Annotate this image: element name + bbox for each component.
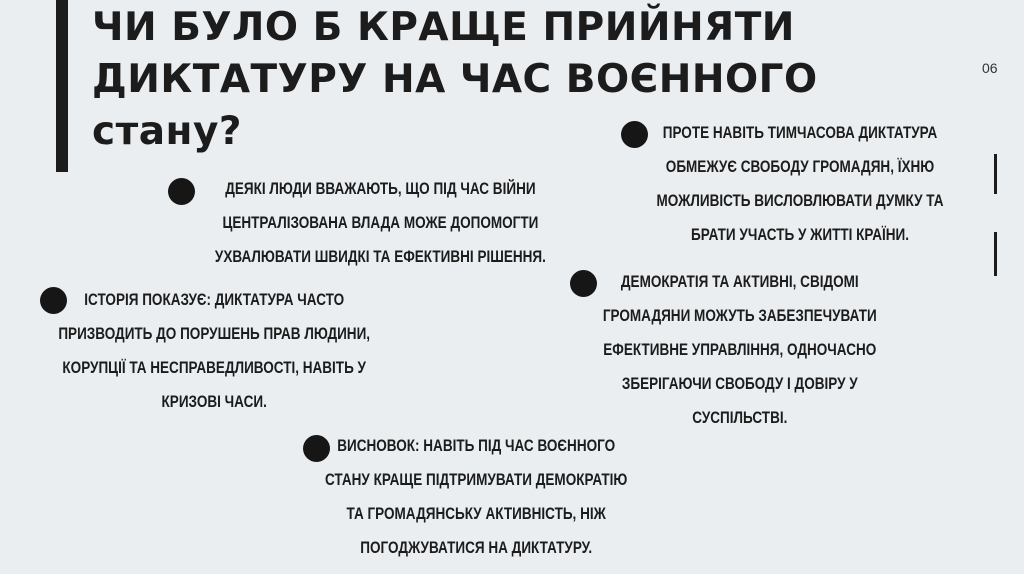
point-line: МОЖЛИВІСТЬ ВИСЛОВЛЮВАТИ ДУМКУ ТА [656, 192, 944, 210]
point-line: КОРУПЦІЇ ТА НЕСПРАВЕДЛИВОСТІ, НАВІТЬ У [62, 359, 366, 377]
point-line: ВИСНОВОК: НАВІТЬ ПІД ЧАС ВОЄННОГО [337, 437, 616, 455]
point-line: ІСТОРІЯ ПОКАЗУЄ: ДИКТАТУРА ЧАСТО [84, 291, 345, 309]
point-line: СУСПІЛЬСТВІ. [692, 409, 788, 427]
point-line: СТАНУ КРАЩЕ ПІДТРИМУВАТИ ДЕМОКРАТІЮ [324, 471, 628, 489]
decor-vertical-line [994, 232, 997, 276]
point-line: ЕФЕКТИВНЕ УПРАВЛІННЯ, ОДНОЧАСНО [603, 341, 877, 359]
point-line: ДЕЯКІ ЛЮДИ ВВАЖАЮТЬ, ЩО ПІД ЧАС ВІЙНИ [225, 180, 536, 198]
title-line: ЧИ БУЛО Б КРАЩЕ ПРИЙНЯТИ [92, 5, 795, 50]
title-line: стану? [92, 109, 243, 154]
point-text-block [304, 429, 648, 565]
point-line: ЦЕНТРАЛІЗОВАНА ВЛАДА МОЖЕ ДОПОМОГТИ [222, 214, 539, 232]
point-text-block [636, 116, 964, 252]
page-number: 06 [982, 60, 998, 76]
point-text-block [200, 172, 561, 274]
bullet-dot-icon [168, 178, 195, 205]
point-line: БРАТИ УЧАСТЬ У ЖИТТІ КРАЇНИ. [691, 226, 909, 244]
point-line: ГРОМАДЯНИ МОЖУТЬ ЗАБЕЗПЕЧУВАТИ [602, 307, 877, 325]
title-line: ДИКТАТУРУ НА ЧАС ВОЄННОГО [92, 57, 818, 102]
point-line: УХВАЛЮВАТИ ШВИДКІ ТА ЕФЕКТИВНІ РІШЕННЯ. [214, 248, 546, 266]
point-text-block [584, 265, 896, 435]
point-line: ОБМЕЖУЄ СВОБОДУ ГРОМАДЯН, ЇХНЮ [665, 158, 935, 176]
point-line: ЗБЕРІГАЮЧИ СВОБОДУ І ДОВІРУ У [621, 375, 858, 393]
point-line: ПРИЗВОДИТЬ ДО ПОРУШЕНЬ ПРАВ ЛЮДИНИ, [58, 325, 371, 343]
title-accent-bar [56, 0, 68, 172]
point-line: ТА ГРОМАДЯНСЬКУ АКТИВНІСТЬ, НІЖ [346, 505, 606, 523]
point-line: КРИЗОВІ ЧАСИ. [161, 393, 267, 411]
point-text-block [42, 283, 386, 419]
point-line: ПРОТЕ НАВІТЬ ТИМЧАСОВА ДИКТАТУРА [662, 124, 938, 142]
point-line: ПОГОДЖУВАТИСЯ НА ДИКТАТУРУ. [360, 539, 593, 557]
point-line: ДЕМОКРАТІЯ ТА АКТИВНІ, СВІДОМІ [620, 273, 859, 291]
decor-vertical-line [994, 154, 997, 194]
